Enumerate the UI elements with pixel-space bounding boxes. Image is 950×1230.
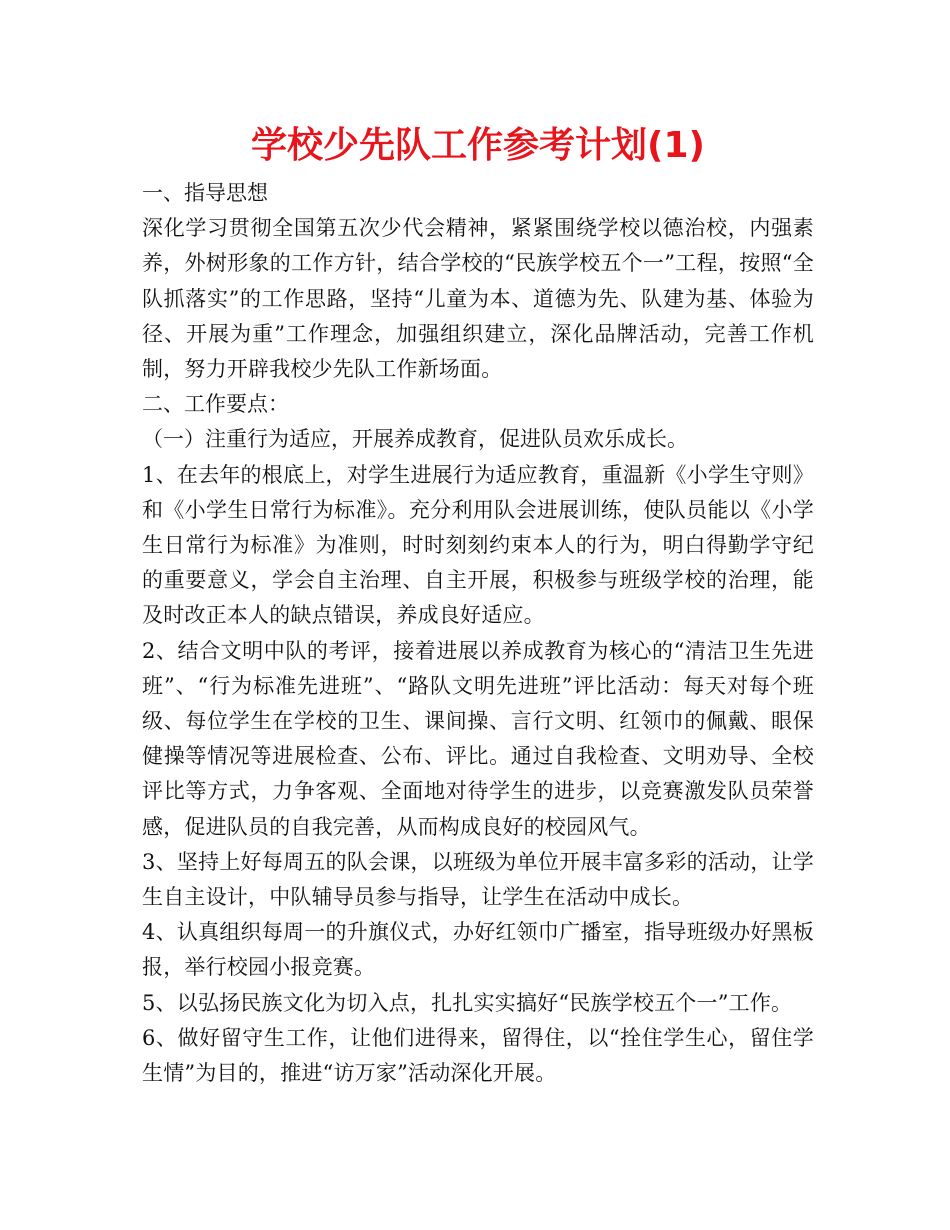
paragraph-item-2: 2、结合文明中队的考评，接着进展以养成教育为核心的“清洁卫生先进班”、“行为标准先进班”、“路队文明先进班”评比活动：每天对每个班级、每位学生在学校的卫生、课间操、言行文明、红领巾的佩戴、眼保健操等情况等进展检查、公布、评比。通过自我检查、文明劝导、全校评比等方式，力争客观、全面地对待学生的进步，以竞赛激发队员荣誉感，促进队员的自我完善，从而构成良好的校园风气。 [142, 638, 814, 839]
document-page [142, 118, 814, 1091]
paragraph-item-3: 3、坚持上好每周五的队会课，以班级为单位开展丰富多彩的活动，让学生自主设计，中队辅导员参与指导，让学生在活动中成长。 [142, 849, 814, 910]
section-heading-work-points: 二、工作要点： [142, 392, 289, 417]
paragraph-item-1: 1、在去年的根底上，对学生进展行为适应教育，重温新《小学生守则》和《小学生日常行为标准》。充分利用队会进展训练，使队员能以《小学生日常行为标准》为准则，时时刻刻约束本人的行为，明白得勤学守纪的重要意义，学会自主治理、自主开展，积极参与班级学校的治理，能及时改正本人的缺点错误，养成良好适应。 [142, 462, 814, 628]
paragraph-item-4: 4、认真组织每周一的升旗仪式，办好红领巾广播室，指导班级办好黑板报，举行校园小报竞赛。 [142, 920, 814, 980]
document-title: 学校少先队工作参考计划(1) [251, 125, 705, 166]
subsection-heading-1: （一）注重行为适应，开展养成教育，促进队员欢乐成长。 [142, 427, 688, 452]
paragraph-guiding-thought: 深化学习贯彻全国第五次少代会精神，紧紧围绕学校以德治校，内强素养，外树形象的工作方针，结合学校的“民族学校五个一”工程，按照“全队抓落实”的工作思路，坚持“儿童为本、道德为先、队建为基、体验为径、开展为重”工作理念，加强组织建立，深化品牌活动，完善工作机制，努力开辟我校少先队工作新场面。 [142, 216, 814, 382]
paragraph-item-5: 5、以弘扬民族文化为切入点，扎扎实实搞好“民族学校五个一”工作。 [142, 990, 793, 1015]
paragraph-item-6: 6、做好留守生工作，让他们进得来，留得住，以“拴住学生心，留住学生情”为目的，推进“访万家”活动深化开展。 [142, 1025, 814, 1086]
section-heading-guiding-thought: 一、指导思想 [142, 181, 268, 205]
